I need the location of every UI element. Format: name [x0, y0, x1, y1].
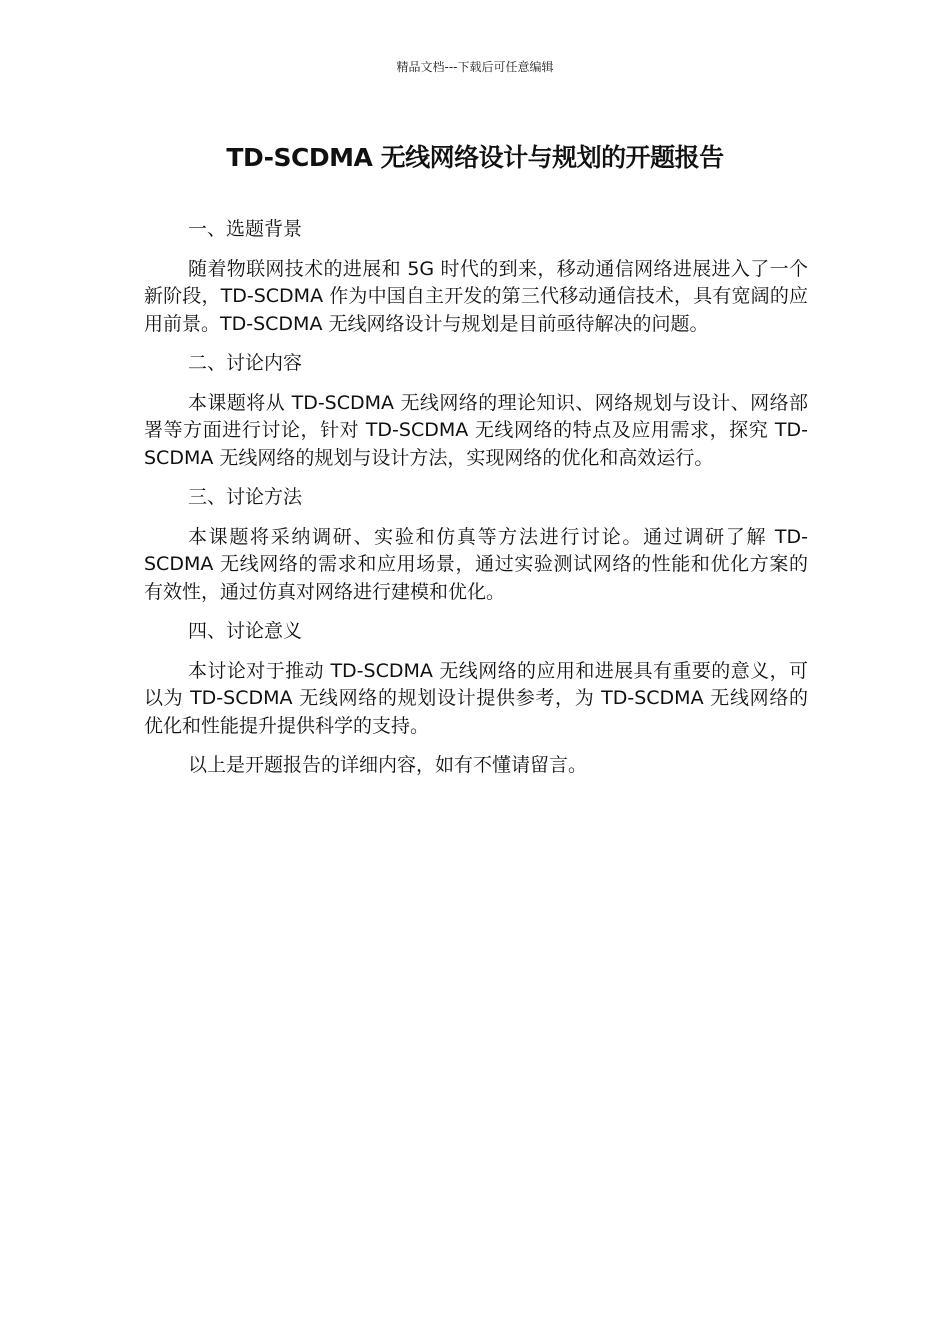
section-body-significance: 本讨论对于推动 TD-SCDMA 无线网络的应用和进展具有重要的意义，可以为 TD-SCDMA 无线网络的规划设计提供参考，为 TD-SCDMA 无线网络的优化和性能提升提供科学的支持。	[144, 659, 808, 737]
page-header: 精品文档---下载后可任意编辑	[396, 60, 554, 74]
document-title: TD-SCDMA 无线网络设计与规划的开题报告	[226, 143, 724, 172]
section-heading-background: 一、选题背景	[188, 218, 303, 240]
section-body-background: 随着物联网技术的进展和 5G 时代的到来，移动通信网络进展进入了一个新阶段，TD-SCDMA 作为中国自主开发的第三代移动通信技术，具有宽阔的应用前景。TD-SCDMA 无线网络设计与规划是目前亟待解决的问题。	[144, 257, 808, 335]
closing-paragraph: 以上是开题报告的详细内容，如有不懂请留言。	[188, 754, 588, 776]
section-heading-significance: 四、讨论意义	[188, 620, 303, 642]
section-heading-content: 二、讨论内容	[188, 352, 303, 374]
section-body-method: 本课题将采纳调研、实验和仿真等方法进行讨论。通过调研了解 TD-SCDMA 无线网络的需求和应用场景，通过实验测试网络的性能和优化方案的有效性，通过仿真对网络进行建模和优化。	[144, 525, 808, 603]
section-heading-method: 三、讨论方法	[188, 486, 303, 508]
document-body	[144, 216, 808, 792]
section-body-content: 本课题将从 TD-SCDMA 无线网络的理论知识、网络规划与设计、网络部署等方面进行讨论，针对 TD-SCDMA 无线网络的特点及应用需求，探究 TD-SCDMA 无线网络的规划与设计方法，实现网络的优化和高效运行。	[144, 391, 808, 469]
